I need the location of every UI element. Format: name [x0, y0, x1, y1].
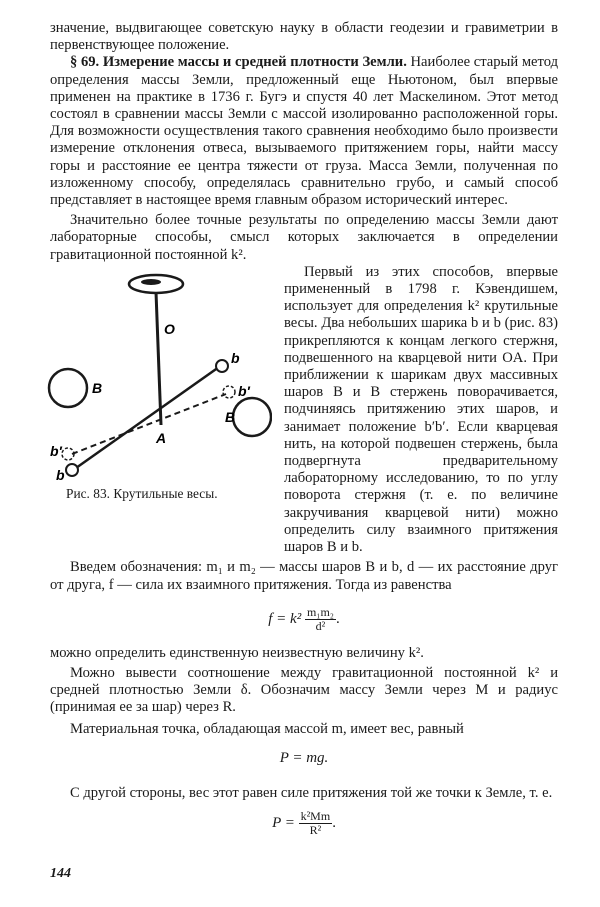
label-b-prime-top: b′	[238, 382, 250, 399]
paragraph-continued: значение, выдвигающее советскую науку в области геодезии и гравиметрии в первенствующее положение.	[50, 20, 558, 54]
formula-f-lhs: f = k²	[268, 610, 302, 627]
label-B-left: B	[92, 379, 103, 396]
fraction-m1m2-over-d2	[305, 606, 336, 633]
torsion-balance-diagram	[46, 270, 272, 510]
paragraph-cavendish: Первый из этих способов, впервые примененный в 1798 г. Кэвендишем, использует для определения k² крутильные весы. Два небольших шарика b и b (рис. 83) прикрепляются к концам легкого стержня, подвешенного на кварцевой нити OA. При приближении к шарикам двух массивных шаров B и B стержень поворачивается, подчиняясь притяжению этих шаров, и занимает положение b′b′. Если кварцевая нить, на которой подвешен стержень, была подвергнута предварительному лабораторному исследованию, то по углу поворота стержня (т. е. по величине закручивания кварцевой нити) можно определить силу взаимного притяжения шаров B и b.	[284, 263, 558, 556]
formula-attraction	[50, 810, 558, 837]
figure-caption: Рис. 83. Крутильные весы.	[66, 485, 218, 501]
figure-torsion-balance	[46, 270, 272, 556]
label-b-top: b	[231, 349, 240, 366]
fraction-numerator: m₁m₂	[306, 604, 334, 619]
label-b-prime-bottom: b′	[50, 442, 62, 459]
formula-P-end: .	[332, 814, 336, 831]
fraction-denominator-2: R²	[309, 822, 322, 837]
paragraph-unknown-k2: можно определить единственную неизвестную величину k².	[50, 644, 424, 661]
formula-P-mg: P = mg.	[279, 749, 329, 766]
small-ball-displaced-top	[223, 386, 235, 398]
paragraph-density: Можно вывести соотношение между гравитационной постоянной k² и средней плотностью Земли δ. Обозначим массу Земли через M и радиус (принимая ее за шар) через R.	[50, 664, 558, 716]
small-ball-bottom	[66, 464, 78, 476]
small-ball-top	[216, 360, 228, 372]
paragraph-attraction: С другой стороны, вес этот равен силе притяжения той же точки к Земле, т. е.	[70, 784, 553, 801]
label-O: O	[164, 320, 175, 337]
suspension-disc-hub	[141, 279, 161, 285]
quartz-thread	[156, 292, 161, 425]
label-A: A	[156, 429, 167, 446]
page-content	[50, 20, 558, 849]
page-number: 144	[50, 866, 71, 881]
section-69-paragraph	[50, 54, 558, 209]
large-ball-right	[233, 398, 271, 436]
label-b-bottom: b	[56, 466, 65, 483]
formula-weight	[50, 750, 558, 767]
label-B-right: B	[225, 408, 236, 425]
formula-f-end: .	[336, 610, 340, 627]
paragraph-notation: Введем обозначения: m₁ и m₂ — массы шаров B и b, d — их расстояние друг от друга, f — сила их взаимного притяжения. Тогда из равенства	[50, 559, 558, 593]
section-69-text: Наиболее старый метод определения массы Земли, предложенный еще Ньютоном, был впервые применен на практике в 1736 г. Бугэ и спустя 40 лет Маскелином. Этот метод состоял в сравнении массы Земли с массой изолированно расположенной горы. Для возможности осуществления такого сравнения необходимо было произвести измерение отклонения отвеса, вызываемого притяжением горы, найти массу горы и расстояние ее центра тяжести от груза. Масса Земли, полученная по изложенному способу, определялась сравнительно грубо, и самый способ представляет в настоящее время главным образом исторический интерес.	[50, 54, 559, 209]
rod-displaced	[72, 394, 226, 454]
formula-gravitation	[50, 606, 558, 633]
section-heading: § 69. Измерение массы и средней плотности Земли.	[70, 54, 407, 71]
paragraph-weight: Материальная точка, обладающая массой m, имеет вес, равный	[70, 720, 464, 737]
fraction-k2Mm-over-R2	[299, 810, 333, 837]
formula-P-lhs: P =	[272, 814, 295, 831]
large-ball-left	[49, 369, 87, 407]
paragraph-lab-methods: Значительно более точные результаты по определению массы Земли дают лабораторные способы, смысл которых заключается в определении гравитационной постоянной k².	[50, 212, 558, 263]
fraction-denominator: d²	[315, 618, 326, 633]
fraction-numerator-2: k²Mm	[300, 808, 331, 823]
